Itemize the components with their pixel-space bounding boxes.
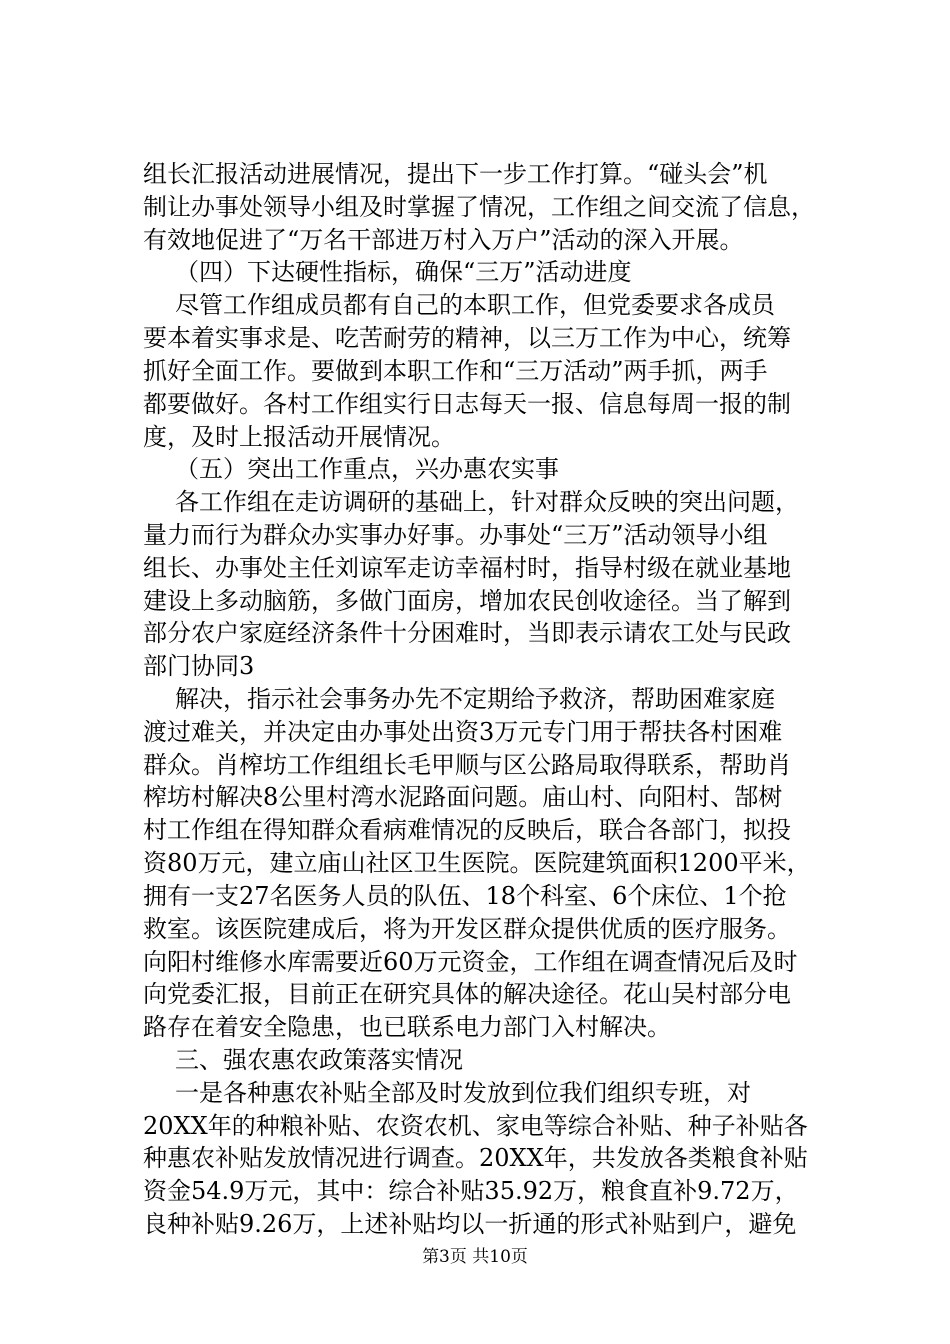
paragraph-line: 部门协同3 (143, 652, 255, 680)
paragraph-line: 20XX年的种粮补贴、农资农机、家电等综合补贴、种子补贴各 (143, 1112, 808, 1140)
paragraph-line: 路存在着安全隐患，也已联系电力部门入村解决。 (143, 1013, 671, 1041)
paragraph-line: 各工作组在走访调研的基础上，针对群众反映的突出问题， (175, 488, 799, 516)
paragraph-line: 有效地促进了“万名干部进万村入万户”活动的深入开展。 (143, 226, 744, 254)
paragraph-line: 建设上多动脑筋，多做门面房，增加农民创收途径。当了解到 (143, 587, 791, 615)
paragraph-line: 救室。该医院建成后，将为开发区群众提供优质的医疗服务。 (143, 915, 791, 943)
paragraph-line: 度，及时上报活动开展情况。 (143, 423, 455, 451)
paragraph-line: 抓好全面工作。要做到本职工作和“三万活动”两手抓，两手 (143, 357, 768, 385)
section-heading-3: 三、强农惠农政策落实情况 (175, 1046, 463, 1074)
paragraph-line: 组长汇报活动进展情况，提出下一步工作打算。“碰头会”机 (143, 160, 768, 188)
paragraph-line: 解决，指示社会事务办先不定期给予救济，帮助困难家庭 (175, 685, 775, 713)
section-heading-5: （五）突出工作重点，兴办惠农实事 (175, 455, 559, 483)
paragraph-line: 榨坊村解决8公里村湾水泥路面问题。庙山村、向阳村、郜树 (143, 783, 783, 811)
page-footer: 第3页 共10页 (422, 1247, 528, 1267)
paragraph-line: 群众。肖榨坊工作组组长毛甲顺与区公路局取得联系，帮助肖 (143, 751, 791, 779)
paragraph-line: 村工作组在得知群众看病难情况的反映后，联合各部门，拟投 (143, 816, 791, 844)
paragraph-line: 资80万元，建立庙山社区卫生医院。医院建筑面积1200平米， (143, 849, 811, 877)
paragraph-line: 渡过难关，并决定由办事处出资3万元专门用于帮扶各村困难 (143, 718, 783, 746)
paragraph-line: 制让办事处领导小组及时掌握了情况，工作组之间交流了信息， (143, 193, 815, 221)
paragraph-line: 组长、办事处主任刘谅军走访幸福村时，指导村级在就业基地 (143, 554, 791, 582)
paragraph-line: 拥有一支27名医务人员的队伍、18个科室、6个床位、1个抢 (143, 882, 787, 910)
section-heading-4: （四）下达硬性指标，确保“三万”活动进度 (175, 258, 632, 286)
paragraph-line: 资金54.9万元，其中：综合补贴35.92万，粮食直补9.72万， (143, 1177, 799, 1205)
paragraph-line: 都要做好。各村工作组实行日志每天一报、信息每周一报的制 (143, 390, 791, 418)
paragraph-line: 良种补贴9.26万，上述补贴均以一折通的形式补贴到户，避免 (143, 1210, 797, 1238)
paragraph-line: 要本着实事求是、吃苦耐劳的精神，以三万工作为中心，统筹 (143, 324, 791, 352)
paragraph-line: 向党委汇报，目前正在研究具体的解决途径。花山吴村部分电 (143, 980, 791, 1008)
paragraph-line: 部分农户家庭经济条件十分困难时，当即表示请农工处与民政 (143, 619, 791, 647)
paragraph-line: 尽管工作组成员都有自己的本职工作，但党委要求各成员 (175, 291, 775, 319)
paragraph-line: 种惠农补贴发放情况进行调查。20XX年，共发放各类粮食补贴 (143, 1144, 808, 1172)
paragraph-line: 向阳村维修水库需要近60万元资金，工作组在调查情况后及时 (143, 948, 798, 976)
paragraph-line: 一是各种惠农补贴全部及时发放到位我们组织专班，对 (175, 1079, 751, 1107)
paragraph-line: 量力而行为群众办实事办好事。办事处“三万”活动领导小组 (143, 521, 768, 549)
